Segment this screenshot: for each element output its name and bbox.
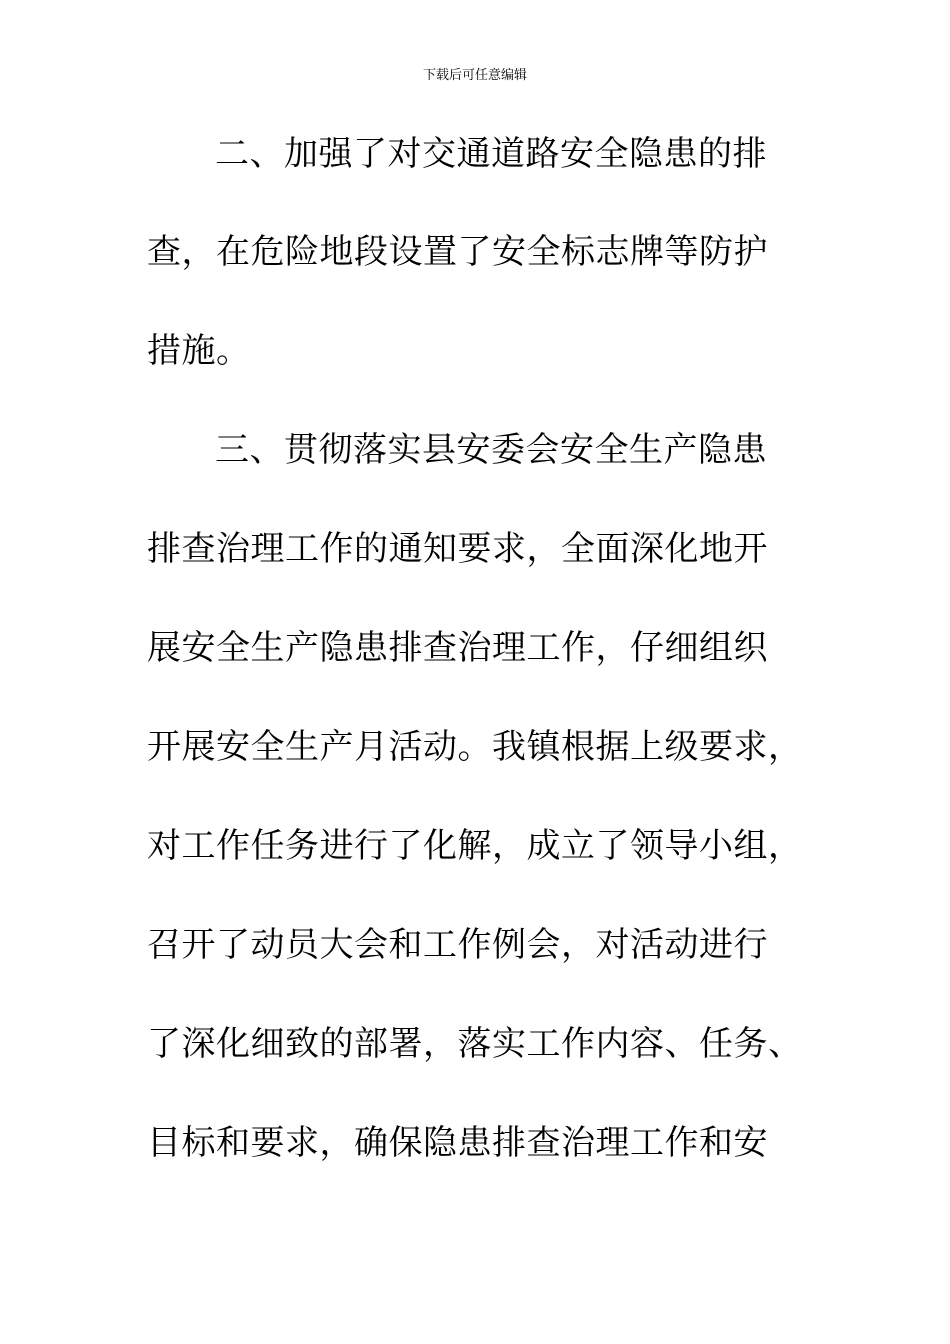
paragraph-2-line-6: 召开了动员大会和工作例会，对活动进行 [147, 925, 768, 965]
paragraph-1-line-3: 措施。 [147, 331, 251, 371]
paragraph-2-line-4: 开展安全生产月活动。我镇根据上级要求， [147, 727, 803, 767]
paragraph-2-line-5: 对工作任务进行了化解，成立了领导小组， [147, 826, 803, 866]
page-header: 下载后可任意编辑 [422, 68, 527, 83]
paragraph-2-line-3: 展安全生产隐患排查治理工作，仔细组织 [147, 628, 768, 668]
paragraph-2-line-8: 目标和要求，确保隐患排查治理工作和安 [147, 1123, 768, 1163]
paragraph-2-line-7: 了深化细致的部署，落实工作内容、任务、 [147, 1024, 803, 1064]
paragraph-1-line-2: 查，在危险地段设置了安全标志牌等防护 [147, 232, 768, 272]
paragraph-2-line-2: 排查治理工作的通知要求，全面深化地开 [147, 529, 768, 569]
paragraph-1-line-1: 二、加强了对交通道路安全隐患的排 [215, 134, 767, 174]
paragraph-2-line-1: 三、贯彻落实县安委会安全生产隐患 [215, 430, 767, 470]
